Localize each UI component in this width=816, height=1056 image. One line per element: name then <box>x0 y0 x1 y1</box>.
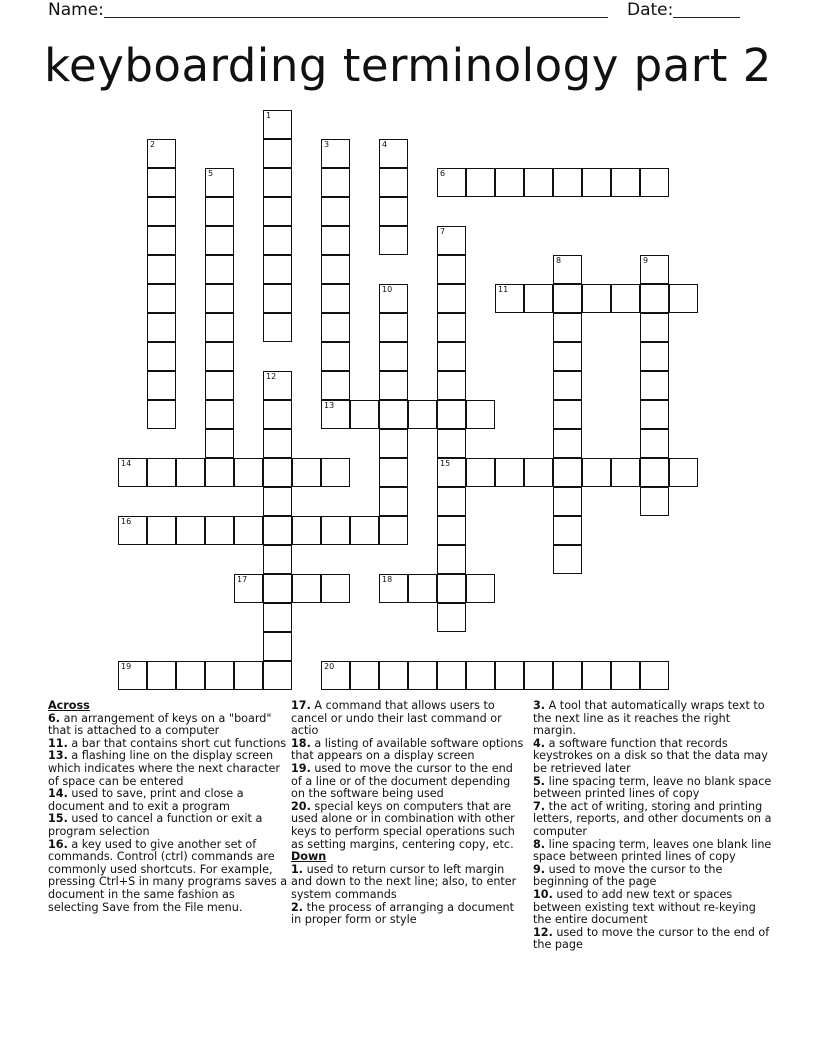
across-clue-list-continued <box>291 700 527 851</box>
clue-item <box>48 788 288 813</box>
grid-cell[interactable] <box>669 284 698 313</box>
clue-item <box>533 776 773 801</box>
grid-cell[interactable] <box>553 255 582 284</box>
grid-cell[interactable] <box>176 661 205 690</box>
grid-cell[interactable] <box>524 458 553 487</box>
clue-item-number: 9. <box>533 862 546 876</box>
across-clue-list <box>48 713 288 915</box>
clue-item <box>48 839 288 915</box>
grid-cell[interactable] <box>147 168 176 197</box>
clue-item-text: special keys on computers that are used alone or in combination with other keys to perform special operations such as setting margins, centering copy, etc. <box>291 799 515 851</box>
grid-cell[interactable] <box>147 284 176 313</box>
clue-item <box>533 927 773 952</box>
clue-item-number: 3. <box>533 699 546 712</box>
clue-item-text: used to move the cursor to the end of a line or of the document depending on the software being used <box>291 761 513 801</box>
grid-cell[interactable] <box>582 284 611 313</box>
clue-item-text: the process of arranging a document in proper form or style <box>291 900 515 927</box>
grid-cell[interactable] <box>495 458 524 487</box>
grid-cell[interactable] <box>263 487 292 516</box>
grid-cell[interactable] <box>379 197 408 226</box>
grid-cell[interactable] <box>408 574 437 603</box>
clue-item <box>48 713 288 738</box>
grid-cell[interactable] <box>263 545 292 574</box>
clue-item-number: 15. <box>48 812 68 826</box>
clue-number: 4 <box>382 140 388 149</box>
clue-item-number: 18. <box>291 736 311 750</box>
grid-cell[interactable] <box>234 574 263 603</box>
grid-cell[interactable] <box>553 487 582 516</box>
grid-cell[interactable] <box>379 429 408 458</box>
grid-cell[interactable] <box>147 139 176 168</box>
clue-item <box>291 738 527 763</box>
grid-cell[interactable] <box>437 313 466 342</box>
grid-cell[interactable] <box>553 313 582 342</box>
grid-cell[interactable] <box>205 661 234 690</box>
grid-cell[interactable] <box>321 661 350 690</box>
clue-number: 5 <box>208 169 214 178</box>
grid-cell[interactable] <box>205 342 234 371</box>
clue-number: 20 <box>324 662 335 671</box>
clue-item <box>291 902 527 927</box>
grid-cell[interactable] <box>640 342 669 371</box>
date-field[interactable] <box>673 17 740 18</box>
clue-item <box>533 864 773 889</box>
grid-cell[interactable] <box>118 458 147 487</box>
grid-cell[interactable] <box>379 458 408 487</box>
grid-cell[interactable] <box>495 168 524 197</box>
grid-cell[interactable] <box>205 255 234 284</box>
grid-cell[interactable] <box>263 516 292 545</box>
clue-item-text: a software function that records keystrokes on a disk so that the data may be retrieved later <box>533 736 768 775</box>
grid-cell[interactable] <box>553 516 582 545</box>
grid-cell[interactable] <box>147 458 176 487</box>
grid-cell[interactable] <box>379 661 408 690</box>
grid-cell[interactable] <box>640 661 669 690</box>
clue-item-number: 19. <box>291 761 311 775</box>
down-heading: Down <box>291 850 327 864</box>
grid-cell[interactable] <box>205 458 234 487</box>
grid-cell[interactable] <box>263 168 292 197</box>
grid-cell[interactable] <box>466 574 495 603</box>
grid-cell[interactable] <box>379 371 408 400</box>
grid-cell[interactable] <box>611 284 640 313</box>
grid-cell[interactable] <box>292 516 321 545</box>
grid-cell[interactable] <box>524 661 553 690</box>
grid-cell[interactable] <box>263 139 292 168</box>
clue-number: 6 <box>440 169 446 178</box>
clue-item <box>48 750 288 788</box>
grid-cell[interactable] <box>321 313 350 342</box>
grid-cell[interactable] <box>640 313 669 342</box>
grid-cell[interactable] <box>553 661 582 690</box>
clue-item-number: 8. <box>533 837 546 851</box>
grid-cell[interactable] <box>263 632 292 661</box>
clue-item <box>533 700 773 738</box>
clue-item-number: 17. <box>291 699 311 712</box>
clue-item-number: 11. <box>48 736 68 750</box>
grid-cell[interactable] <box>234 661 263 690</box>
clue-item-text: A command that allows users to cancel or undo their last command or actio <box>291 699 502 738</box>
date-label: Date: <box>627 0 674 20</box>
grid-cell[interactable] <box>437 661 466 690</box>
grid-cell[interactable] <box>205 371 234 400</box>
clue-item <box>291 864 527 902</box>
grid-cell[interactable] <box>147 197 176 226</box>
clue-item-text: used to save, print and close a document and to exit a program <box>48 787 244 813</box>
clue-number: 14 <box>121 459 132 468</box>
grid-cell[interactable] <box>234 516 263 545</box>
grid-cell[interactable] <box>321 139 350 168</box>
grid-cell[interactable] <box>147 255 176 284</box>
grid-cell[interactable] <box>437 342 466 371</box>
clue-item-text: a flashing line on the display screen which indicates where the next character of space can be entered <box>48 749 280 788</box>
grid-cell[interactable] <box>263 574 292 603</box>
grid-cell[interactable] <box>321 197 350 226</box>
grid-cell[interactable] <box>147 400 176 429</box>
down-clue-list-continued <box>533 700 773 952</box>
grid-cell[interactable] <box>350 400 379 429</box>
grid-cell[interactable] <box>379 313 408 342</box>
clue-item-text: the act of writing, storing and printing letters, reports, and other documents on a computer <box>533 799 772 838</box>
grid-cell[interactable] <box>553 429 582 458</box>
grid-cell[interactable] <box>553 284 582 313</box>
clue-number: 18 <box>382 575 393 584</box>
grid-cell[interactable] <box>379 400 408 429</box>
grid-cell[interactable] <box>205 197 234 226</box>
grid-cell[interactable] <box>263 226 292 255</box>
grid-cell[interactable] <box>234 458 263 487</box>
clue-item-number: 20. <box>291 799 311 813</box>
grid-cell[interactable] <box>205 516 234 545</box>
grid-cell[interactable] <box>350 516 379 545</box>
grid-cell[interactable] <box>321 284 350 313</box>
clue-item-number: 5. <box>533 774 546 788</box>
grid-cell[interactable] <box>205 284 234 313</box>
grid-cell[interactable] <box>437 487 466 516</box>
grid-cell[interactable] <box>640 429 669 458</box>
clue-number: 15 <box>440 459 451 468</box>
clue-item-number: 4. <box>533 736 546 750</box>
grid-cell[interactable] <box>205 313 234 342</box>
grid-cell[interactable] <box>321 255 350 284</box>
grid-cell[interactable] <box>321 516 350 545</box>
clues-column-2 <box>291 700 527 927</box>
clue-item-text: used to add new text or spaces between existing text without re-keying the entire document <box>533 887 756 927</box>
grid-cell[interactable] <box>553 458 582 487</box>
clue-item <box>533 801 773 839</box>
grid-cell[interactable] <box>495 661 524 690</box>
clue-number: 19 <box>121 662 132 671</box>
clue-item-text: used to move the cursor to the end of the page <box>533 925 770 952</box>
grid-cell[interactable] <box>321 342 350 371</box>
grid-cell[interactable] <box>408 661 437 690</box>
grid-cell[interactable] <box>321 400 350 429</box>
grid-cell[interactable] <box>495 284 524 313</box>
clue-number: 10 <box>382 285 393 294</box>
clue-item-number: 16. <box>48 837 68 851</box>
clue-item-number: 1. <box>291 862 304 876</box>
grid-cell[interactable] <box>379 139 408 168</box>
grid-cell[interactable] <box>437 255 466 284</box>
across-heading: Across <box>48 699 90 712</box>
grid-cell[interactable] <box>611 458 640 487</box>
clue-item-text: used to return cursor to left margin and down to the next line; also, to enter system commands <box>291 862 517 901</box>
grid-cell[interactable] <box>350 661 379 690</box>
grid-cell[interactable] <box>437 168 466 197</box>
grid-cell[interactable] <box>553 371 582 400</box>
clue-item-text: A tool that automatically wraps text to the next line as it reaches the right margin. <box>533 699 765 738</box>
clue-number: 11 <box>498 285 509 294</box>
clue-item-number: 14. <box>48 787 68 801</box>
grid-cell[interactable] <box>437 400 466 429</box>
grid-cell[interactable] <box>640 487 669 516</box>
clue-item-number: 2. <box>291 900 304 914</box>
clue-item <box>291 801 527 851</box>
grid-cell[interactable] <box>379 342 408 371</box>
grid-cell[interactable] <box>205 429 234 458</box>
grid-cell[interactable] <box>321 458 350 487</box>
clue-item-number: 10. <box>533 887 553 901</box>
clue-number: 2 <box>150 140 156 149</box>
clue-item <box>533 738 773 776</box>
grid-cell[interactable] <box>437 603 466 632</box>
clue-number: 1 <box>266 111 272 120</box>
grid-cell[interactable] <box>611 168 640 197</box>
clue-number: 9 <box>643 256 649 265</box>
clue-number: 7 <box>440 227 446 236</box>
grid-cell[interactable] <box>176 516 205 545</box>
grid-cell[interactable] <box>582 168 611 197</box>
name-label: Name: <box>48 0 104 20</box>
grid-cell[interactable] <box>118 516 147 545</box>
grid-cell[interactable] <box>147 226 176 255</box>
grid-cell[interactable] <box>292 458 321 487</box>
grid-cell[interactable] <box>379 226 408 255</box>
grid-cell[interactable] <box>640 255 669 284</box>
grid-cell[interactable] <box>611 661 640 690</box>
clue-item-number: 7. <box>533 799 546 813</box>
grid-cell[interactable] <box>437 226 466 255</box>
grid-cell[interactable] <box>263 458 292 487</box>
grid-cell[interactable] <box>321 226 350 255</box>
grid-cell[interactable] <box>437 284 466 313</box>
grid-cell[interactable] <box>321 168 350 197</box>
grid-cell[interactable] <box>263 313 292 342</box>
grid-cell[interactable] <box>379 168 408 197</box>
grid-cell[interactable] <box>669 458 698 487</box>
clue-item <box>533 889 773 927</box>
clue-item-text: a key used to give another set of commands. Control (ctrl) commands are commonly used shortcuts. For example, pressing Ctrl+S in many programs saves a document in the same fashion as selecting Save from the File menu. <box>48 837 288 914</box>
clue-number: 8 <box>556 256 562 265</box>
clue-item-text: line spacing term, leave no blank space between printed lines of copy <box>533 774 772 801</box>
grid-cell[interactable] <box>205 226 234 255</box>
grid-cell[interactable] <box>263 197 292 226</box>
clue-number: 17 <box>237 575 248 584</box>
grid-cell[interactable] <box>640 458 669 487</box>
clue-item-text: line spacing term, leaves one blank line space between printed lines of copy <box>533 837 772 864</box>
grid-cell[interactable] <box>263 255 292 284</box>
clue-number: 3 <box>324 140 330 149</box>
grid-cell[interactable] <box>553 168 582 197</box>
grid-cell[interactable] <box>553 342 582 371</box>
grid-cell[interactable] <box>379 574 408 603</box>
grid-cell[interactable] <box>263 661 292 690</box>
grid-cell[interactable] <box>147 313 176 342</box>
grid-cell[interactable] <box>176 458 205 487</box>
grid-cell[interactable] <box>263 284 292 313</box>
grid-cell[interactable] <box>437 574 466 603</box>
grid-cell[interactable] <box>205 400 234 429</box>
clue-item <box>291 763 527 801</box>
grid-cell[interactable] <box>263 400 292 429</box>
clue-item-text: used to cancel a function or exit a program selection <box>48 812 263 838</box>
down-clue-list <box>291 864 527 927</box>
clues-column-3 <box>533 700 773 952</box>
grid-cell[interactable] <box>147 371 176 400</box>
grid-cell[interactable] <box>640 371 669 400</box>
clue-number: 12 <box>266 372 277 381</box>
grid-cell[interactable] <box>553 400 582 429</box>
grid-cell[interactable] <box>147 342 176 371</box>
clue-item <box>48 813 288 838</box>
grid-cell[interactable] <box>466 400 495 429</box>
grid-cell[interactable] <box>437 429 466 458</box>
clue-item <box>291 700 527 738</box>
grid-cell[interactable] <box>321 371 350 400</box>
grid-cell[interactable] <box>466 661 495 690</box>
grid-cell[interactable] <box>466 168 495 197</box>
grid-cell[interactable] <box>553 545 582 574</box>
page-title: keyboarding terminology part 2 <box>44 39 772 92</box>
grid-cell[interactable] <box>147 661 176 690</box>
grid-cell[interactable] <box>466 458 495 487</box>
grid-cell[interactable] <box>292 574 321 603</box>
grid-cell[interactable] <box>524 284 553 313</box>
grid-cell[interactable] <box>263 371 292 400</box>
clue-item-number: 6. <box>48 711 61 725</box>
clue-item-text: a bar that contains short cut functions <box>67 736 287 750</box>
clue-number: 13 <box>324 401 335 410</box>
clue-item-text: used to move the cursor to the beginning of the page <box>533 862 723 889</box>
grid-cell[interactable] <box>147 516 176 545</box>
grid-cell[interactable] <box>205 168 234 197</box>
grid-cell[interactable] <box>640 400 669 429</box>
grid-cell[interactable] <box>379 516 408 545</box>
grid-cell[interactable] <box>379 487 408 516</box>
grid-cell[interactable] <box>524 168 553 197</box>
grid-cell[interactable] <box>118 661 147 690</box>
grid-cell[interactable] <box>582 458 611 487</box>
grid-cell[interactable] <box>437 458 466 487</box>
grid-cell[interactable] <box>263 429 292 458</box>
grid-cell[interactable] <box>640 284 669 313</box>
grid-cell[interactable] <box>379 284 408 313</box>
grid-cell[interactable] <box>437 516 466 545</box>
grid-cell[interactable] <box>263 603 292 632</box>
grid-cell[interactable] <box>263 110 292 139</box>
grid-cell[interactable] <box>437 545 466 574</box>
grid-cell[interactable] <box>640 168 669 197</box>
clue-item-number: 13. <box>48 749 68 763</box>
grid-cell[interactable] <box>582 661 611 690</box>
clue-item-text: an arrangement of keys on a "board" that is attached to a computer <box>48 711 272 738</box>
clue-item-text: a listing of available software options that appears on a display screen <box>291 736 524 763</box>
grid-cell[interactable] <box>321 574 350 603</box>
grid-cell[interactable] <box>408 400 437 429</box>
clue-item-number: 12. <box>533 925 553 939</box>
name-field[interactable] <box>104 17 608 18</box>
clues-column-1 <box>48 700 288 914</box>
clue-number: 16 <box>121 517 132 526</box>
clue-item <box>533 839 773 864</box>
grid-cell[interactable] <box>437 371 466 400</box>
